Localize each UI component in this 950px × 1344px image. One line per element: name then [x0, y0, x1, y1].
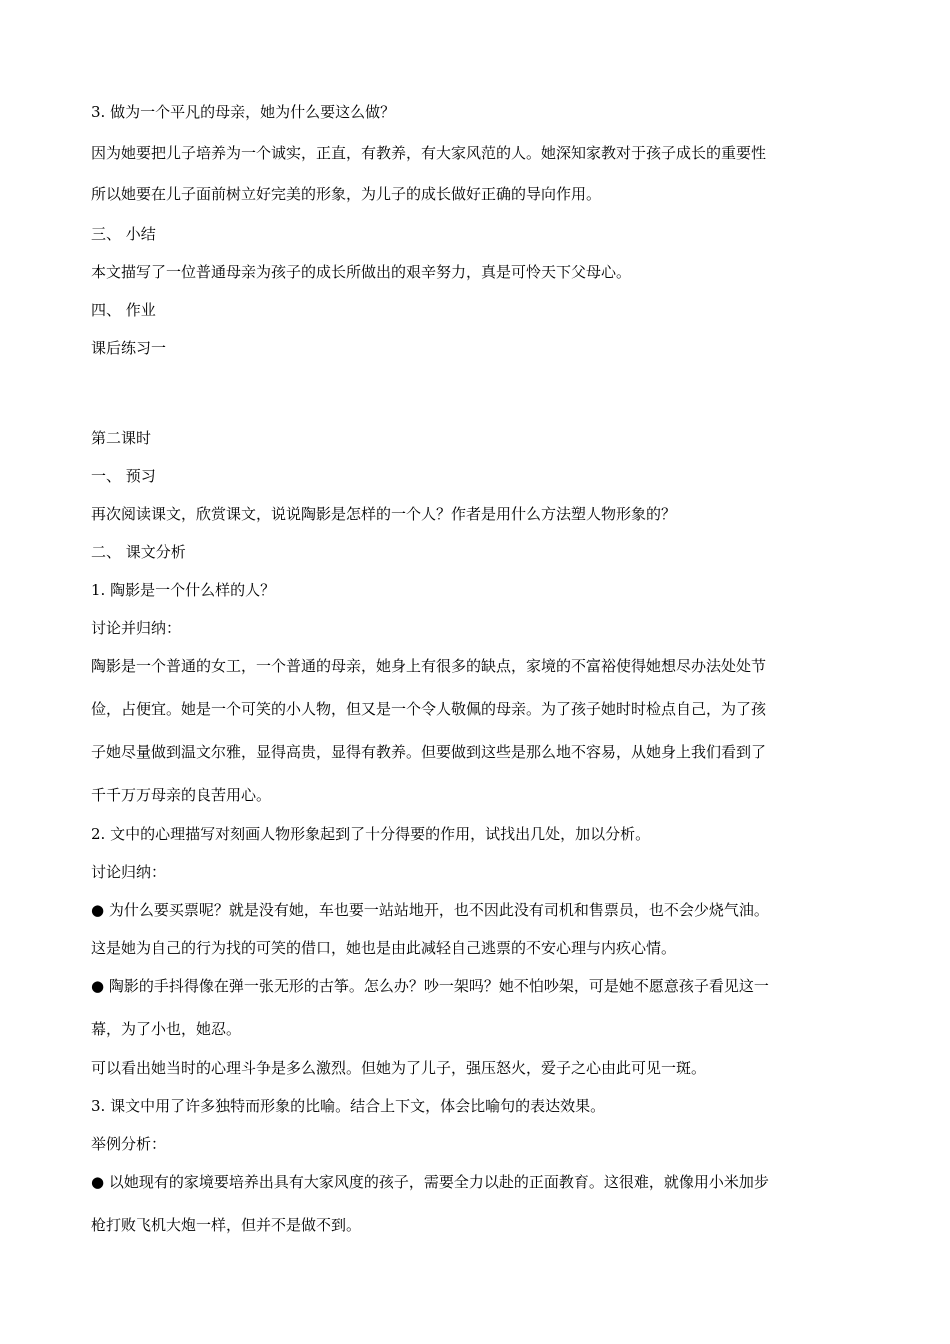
answer-paragraph-line: 所以她要在儿子面前树立好完美的形象，为儿子的成长做好正确的导向作用。: [91, 185, 602, 203]
section-heading-homework: 四、 作业: [91, 301, 156, 319]
question-3-heading: 3. 课文中用了许多独特而形象的比喻。结合上下文，体会比喻句的表达效果。: [91, 1097, 606, 1115]
bullet-item-line: 枪打败飞机大炮一样，但并不是做不到。: [91, 1216, 362, 1234]
analysis-paragraph-line: 千千万万母亲的良苦用心。: [91, 786, 272, 804]
bullet-item-line: ● 陶影的手抖得像在弹一张无形的古筝。怎么办？吵一架吗？她不怕吵架，可是她不愿意孩子看见这一: [91, 977, 769, 995]
bullet-item-line: 幕，为了小也，她忍。: [91, 1020, 242, 1038]
section-heading-analysis: 二、 课文分析: [91, 543, 186, 561]
question-1-heading: 1. 陶影是一个什么样的人？: [91, 581, 276, 599]
bullet-item-line: ● 为什么要买票呢？就是没有她，车也要一站站地开，也不因此没有司机和售票员，也不会少烧气油。: [91, 901, 769, 919]
bullet-item-line: ● 以她现有的家境要培养出具有大家风度的孩子，需要全力以赴的正面教育。这很难，就像用小米加步: [91, 1173, 769, 1191]
preview-paragraph: 再次阅读课文，欣赏课文，说说陶影是怎样的一个人？作者是用什么方法塑人物形象的？: [91, 505, 677, 523]
example-label: 举例分析：: [91, 1135, 167, 1153]
question-3-heading: 3. 做为一个平凡的母亲，她为什么要这么做？: [91, 103, 396, 121]
analysis-paragraph-line: 陶影是一个普通的女工，一个普通的母亲，她身上有很多的缺点，家境的不富裕使得她想尽办法处处节: [91, 657, 767, 675]
analysis-paragraph-line: 这是她为自己的行为找的可笑的借口，她也是由此减轻自己逃票的不安心理与内疚心情。: [91, 939, 677, 957]
lesson-heading: 第二课时: [91, 429, 152, 447]
section-heading-summary: 三、 小结: [91, 225, 156, 243]
analysis-paragraph-line: 俭，占便宜。她是一个可笑的小人物，但又是一个令人敬佩的母亲。为了孩子她时时检点自己，为了孩: [91, 700, 767, 718]
discussion-label: 讨论并归纳：: [91, 619, 182, 637]
answer-paragraph-line: 因为她要把儿子培养为一个诚实，正直，有教养，有大家风范的人。她深知家教对于孩子成长的重要性: [91, 144, 767, 162]
summary-paragraph: 本文描写了一位普通母亲为孩子的成长所做出的艰辛努力，真是可怜天下父母心。: [91, 263, 632, 281]
discussion-label: 讨论归纳：: [91, 863, 167, 881]
question-2-heading: 2. 文中的心理描写对刻画人物形象起到了十分得要的作用，试找出几处，加以分析。: [91, 825, 651, 843]
section-heading-preview: 一、 预习: [91, 467, 156, 485]
analysis-paragraph-line: 可以看出她当时的心理斗争是多么激烈。但她为了儿子，强压怒火，爱子之心由此可见一斑。: [91, 1059, 707, 1077]
homework-text: 课后练习一: [91, 339, 167, 357]
analysis-paragraph-line: 子她尽量做到温文尔雅，显得高贵，显得有教养。但要做到这些是那么地不容易，从她身上我们看到了: [91, 743, 767, 761]
